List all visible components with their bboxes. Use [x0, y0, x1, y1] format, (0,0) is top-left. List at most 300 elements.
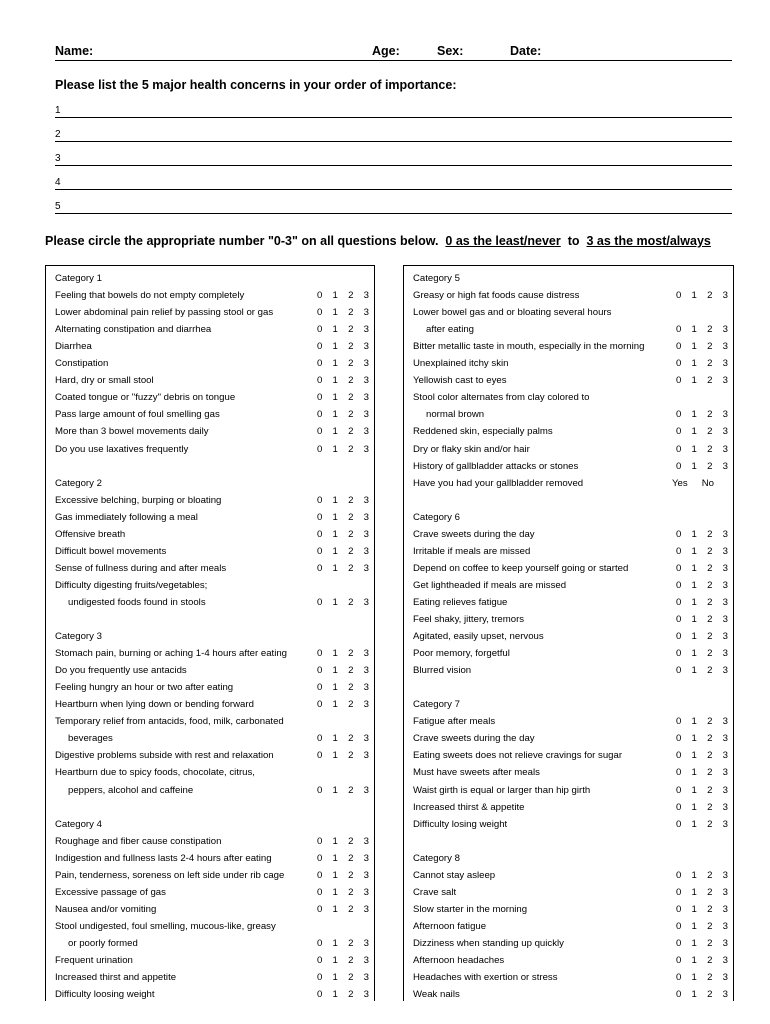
rating-option[interactable]: 2 — [348, 682, 354, 694]
rating-option[interactable]: 1 — [332, 665, 338, 677]
rating-option[interactable]: 2 — [707, 886, 713, 898]
rating-option[interactable]: 1 — [332, 596, 338, 608]
rating-option[interactable]: 2 — [348, 648, 354, 660]
rating-option[interactable]: 1 — [691, 750, 697, 762]
rating-option[interactable]: 1 — [332, 545, 338, 557]
rating-option[interactable]: 3 — [722, 648, 728, 660]
rating-option[interactable]: 3 — [363, 341, 369, 353]
rating-option[interactable]: 3 — [722, 665, 728, 677]
rating-option[interactable]: 2 — [707, 596, 713, 608]
rating-option[interactable]: 0 — [317, 886, 323, 898]
rating-option[interactable]: 3 — [722, 767, 728, 779]
concern-line[interactable] — [55, 100, 732, 118]
rating-option[interactable]: 1 — [691, 426, 697, 438]
rating-option[interactable]: 0 — [676, 358, 682, 370]
rating-option[interactable]: 3 — [722, 562, 728, 574]
rating-option[interactable]: 2 — [707, 631, 713, 643]
rating-option[interactable]: 2 — [348, 324, 354, 336]
rating-option[interactable]: 0 — [317, 699, 323, 711]
rating-option[interactable]: 3 — [722, 545, 728, 557]
rating-option[interactable]: 2 — [348, 307, 354, 319]
rating-option[interactable]: 3 — [722, 528, 728, 540]
rating-option[interactable]: 0 — [317, 869, 323, 881]
rating-option[interactable]: 2 — [707, 545, 713, 557]
rating-option[interactable]: 3 — [363, 511, 369, 523]
rating-option[interactable]: 0 — [676, 955, 682, 966]
rating-option[interactable]: 1 — [691, 614, 697, 625]
rating-option[interactable]: 1 — [332, 852, 338, 864]
rating-option[interactable]: 0 — [676, 409, 682, 421]
rating-option[interactable]: 3 — [363, 989, 369, 1001]
rating-option[interactable]: 0 — [676, 631, 682, 643]
question-text: peppers, alcohol and caffeine — [68, 784, 194, 796]
rating-option[interactable]: 3 — [363, 835, 369, 847]
rating-option[interactable]: 0 — [676, 716, 682, 728]
rating-option[interactable]: 2 — [348, 886, 354, 898]
rating-option[interactable]: 2 — [348, 562, 354, 574]
rating-option[interactable]: 0 — [676, 972, 682, 984]
rating-option[interactable]: 1 — [691, 631, 697, 643]
rating-option[interactable]: 2 — [707, 767, 713, 779]
rating-option[interactable]: 1 — [332, 886, 338, 898]
rating-option[interactable]: 1 — [691, 767, 697, 779]
rating-option[interactable]: 2 — [348, 699, 354, 711]
rating-option[interactable]: 0 — [676, 614, 682, 625]
question-row — [55, 339, 375, 354]
rating-option[interactable]: 3 — [722, 937, 728, 949]
rating-option[interactable]: 3 — [363, 733, 369, 745]
rating-option[interactable]: 0 — [676, 733, 682, 745]
rating-option[interactable]: 2 — [348, 972, 354, 984]
rating-option[interactable]: 2 — [348, 784, 354, 796]
rating-option[interactable]: 3 — [722, 818, 728, 830]
rating-option[interactable]: 3 — [722, 750, 728, 762]
rating-option[interactable]: 0 — [676, 375, 682, 387]
rating-option[interactable]: 3 — [363, 852, 369, 864]
rating-option[interactable]: 1 — [691, 648, 697, 660]
rating-option[interactable]: 3 — [363, 903, 369, 915]
question-text: Pass large amount of foul smelling gas — [55, 409, 220, 421]
rating-option[interactable]: 3 — [363, 426, 369, 438]
question-row — [55, 834, 375, 849]
rating-option[interactable]: 3 — [722, 989, 728, 1001]
rating-option[interactable]: 2 — [348, 955, 354, 966]
rating-option[interactable]: 1 — [332, 682, 338, 694]
rating-option[interactable]: 0 — [317, 511, 323, 523]
rating-option[interactable]: 3 — [722, 716, 728, 728]
rating-option[interactable]: 0 — [317, 972, 323, 984]
rating-option[interactable]: 2 — [348, 443, 354, 455]
rating-option[interactable]: 3 — [363, 699, 369, 711]
rating-option[interactable]: 1 — [332, 307, 338, 319]
rating-option[interactable]: 1 — [691, 989, 697, 1001]
rating-option[interactable]: 3 — [363, 545, 369, 557]
rating-option[interactable]: 2 — [707, 579, 713, 591]
rating-option[interactable]: 0 — [676, 648, 682, 660]
rating-option[interactable]: 1 — [332, 392, 338, 404]
rating-option[interactable]: 3 — [363, 528, 369, 540]
rating-option[interactable]: 0 — [317, 682, 323, 694]
concern-line[interactable] — [55, 148, 732, 166]
rating-option[interactable]: 0 — [676, 920, 682, 932]
rating-option[interactable]: 0 — [676, 937, 682, 949]
rating-option[interactable]: 3 — [722, 886, 728, 898]
rating-option[interactable]: 3 — [722, 460, 728, 472]
rating-option[interactable]: 2 — [707, 972, 713, 984]
rating-option[interactable]: 0 — [317, 665, 323, 677]
rating-option[interactable]: 3 — [363, 784, 369, 796]
rating-option[interactable]: 2 — [707, 358, 713, 370]
rating-option[interactable]: 2 — [348, 835, 354, 847]
rating-option[interactable]: 1 — [332, 750, 338, 762]
concern-line[interactable] — [55, 172, 732, 190]
rating-option[interactable]: 1 — [332, 324, 338, 336]
rating-option[interactable]: 1 — [691, 886, 697, 898]
rating-option[interactable]: 0 — [676, 460, 682, 472]
rating-option[interactable]: 3 — [722, 375, 728, 387]
rating-option[interactable]: 2 — [348, 375, 354, 387]
rating-option[interactable]: 2 — [707, 614, 713, 625]
rating-scale — [317, 851, 369, 866]
rating-option[interactable]: 1 — [332, 989, 338, 1001]
rating-option[interactable]: 2 — [707, 375, 713, 387]
age-label: Age: — [372, 44, 400, 58]
rating-option[interactable]: 0 — [676, 665, 682, 677]
rating-option[interactable]: 0 — [317, 528, 323, 540]
rating-option[interactable]: 0 — [676, 341, 682, 353]
rating-option[interactable]: 0 — [317, 443, 323, 455]
rating-option[interactable]: 0 — [317, 494, 323, 506]
rating-option[interactable]: 2 — [348, 426, 354, 438]
rating-option[interactable]: 2 — [348, 358, 354, 370]
rating-option[interactable]: 1 — [691, 955, 697, 966]
rating-option[interactable]: 3 — [722, 426, 728, 438]
question-row — [55, 288, 375, 303]
rating-option[interactable]: 1 — [691, 562, 697, 574]
rating-option[interactable]: 2 — [707, 937, 713, 949]
question-text: Do you frequently use antacids — [55, 665, 187, 677]
question-row — [413, 663, 733, 678]
rating-option[interactable]: 3 — [363, 750, 369, 762]
rating-option[interactable]: 0 — [317, 545, 323, 557]
rating-option[interactable]: 2 — [707, 341, 713, 353]
rating-option[interactable]: 3 — [722, 341, 728, 353]
rating-option[interactable]: 0 — [317, 784, 323, 796]
rating-option[interactable]: 0 — [676, 818, 682, 830]
rating-option[interactable]: 1 — [691, 665, 697, 677]
rating-option[interactable]: 2 — [348, 341, 354, 353]
question-text: Pain, tenderness, soreness on left side under rib cage — [55, 869, 285, 881]
rating-option[interactable]: 1 — [332, 937, 338, 949]
rating-option[interactable]: 3 — [363, 648, 369, 660]
rating-option[interactable]: 2 — [707, 869, 713, 881]
rating-option[interactable]: 3 — [363, 596, 369, 608]
rating-option[interactable]: 0 — [317, 375, 323, 387]
rating-option[interactable]: 3 — [363, 409, 369, 421]
rating-option[interactable]: 0 — [676, 443, 682, 455]
concern-line[interactable] — [55, 124, 732, 142]
rating-option[interactable]: 1 — [691, 733, 697, 745]
rating-option[interactable]: 3 — [722, 358, 728, 370]
rating-option[interactable]: 2 — [707, 818, 713, 830]
question-text: undigested foods found in stools — [68, 596, 206, 608]
rating-option[interactable]: 3 — [363, 392, 369, 404]
rating-option[interactable]: 3 — [363, 443, 369, 455]
rating-option[interactable]: 3 — [363, 290, 369, 302]
rating-option[interactable]: 1 — [332, 903, 338, 915]
rating-option[interactable]: 1 — [332, 409, 338, 421]
question-text: Dry or flaky skin and/or hair — [413, 443, 530, 455]
rating-option[interactable]: 0 — [676, 426, 682, 438]
rating-option[interactable]: 3 — [722, 596, 728, 608]
rating-option[interactable]: 2 — [348, 750, 354, 762]
rating-option[interactable]: 2 — [348, 937, 354, 949]
rating-option[interactable]: 0 — [317, 733, 323, 745]
rating-option[interactable]: 1 — [691, 375, 697, 387]
rating-option[interactable]: 0 — [676, 784, 682, 796]
rating-option[interactable]: 2 — [348, 528, 354, 540]
question-text: Coated tongue or "fuzzy" debris on tongue — [55, 392, 236, 404]
rating-option[interactable]: 3 — [722, 631, 728, 643]
question-text: Bitter metallic taste in mouth, especially in the morning — [413, 341, 645, 353]
rating-option[interactable]: 1 — [332, 835, 338, 847]
rating-option[interactable]: 0 — [317, 835, 323, 847]
rating-option[interactable]: 1 — [691, 937, 697, 949]
question-text: Difficult bowel movements — [55, 545, 167, 557]
rating-option[interactable]: 0 — [676, 767, 682, 779]
rating-option[interactable]: 3 — [722, 784, 728, 796]
rating-option[interactable]: 2 — [707, 528, 713, 540]
rating-option[interactable]: 0 — [676, 801, 682, 813]
rating-option[interactable]: 1 — [332, 784, 338, 796]
concern-line[interactable] — [55, 196, 732, 214]
rating-option[interactable]: 1 — [691, 460, 697, 472]
rating-option[interactable]: 0 — [676, 596, 682, 608]
rating-option[interactable]: 3 — [363, 307, 369, 319]
rating-option[interactable]: 3 — [722, 443, 728, 455]
rating-option[interactable]: 0 — [317, 324, 323, 336]
rating-option[interactable]: 1 — [691, 324, 697, 336]
rating-option[interactable]: 0 — [676, 528, 682, 540]
rating-option[interactable]: 3 — [722, 409, 728, 421]
rating-option[interactable]: 3 — [722, 579, 728, 591]
rating-option[interactable]: 2 — [707, 920, 713, 932]
rating-option[interactable]: 1 — [332, 358, 338, 370]
rating-option[interactable]: 2 — [707, 665, 713, 677]
rating-option[interactable]: 0 — [317, 955, 323, 966]
no-option[interactable]: No — [701, 477, 714, 489]
rating-option[interactable]: 1 — [691, 290, 697, 302]
rating-option[interactable]: 3 — [363, 665, 369, 677]
rating-scale — [317, 544, 369, 559]
rating-option[interactable]: 3 — [363, 562, 369, 574]
rating-option[interactable]: 3 — [363, 358, 369, 370]
rating-option[interactable]: 1 — [332, 869, 338, 881]
question-row — [55, 748, 375, 763]
rating-option[interactable]: 1 — [332, 511, 338, 523]
question-text: Crave salt — [413, 886, 457, 898]
rating-option[interactable]: 0 — [676, 886, 682, 898]
rating-scale — [317, 424, 369, 439]
rating-option[interactable]: 0 — [676, 869, 682, 881]
rating-scale — [317, 783, 369, 798]
rating-option[interactable]: 1 — [332, 290, 338, 302]
rating-option[interactable]: 2 — [348, 665, 354, 677]
rating-scale — [676, 902, 728, 917]
question-row — [413, 748, 733, 763]
rating-option[interactable]: 1 — [691, 341, 697, 353]
rating-option[interactable]: 1 — [691, 716, 697, 728]
rating-option[interactable]: 0 — [317, 989, 323, 1001]
rating-option[interactable]: 0 — [317, 290, 323, 302]
rating-option[interactable]: 0 — [317, 937, 323, 949]
rating-option[interactable]: 2 — [348, 545, 354, 557]
rating-option[interactable]: 3 — [722, 920, 728, 932]
rating-option[interactable]: 1 — [691, 920, 697, 932]
rating-option[interactable]: 2 — [707, 443, 713, 455]
rating-option[interactable]: 2 — [707, 784, 713, 796]
rating-option[interactable]: 3 — [722, 324, 728, 336]
question-text: Increased thirst and appetite — [55, 972, 177, 984]
rating-option[interactable]: 1 — [691, 545, 697, 557]
rating-option[interactable]: 1 — [332, 648, 338, 660]
rating-option[interactable]: 1 — [691, 443, 697, 455]
rating-option[interactable]: 0 — [676, 903, 682, 915]
rating-option[interactable]: 1 — [691, 972, 697, 984]
rating-option[interactable]: 3 — [722, 290, 728, 302]
rating-option[interactable]: 0 — [317, 596, 323, 608]
rating-option[interactable]: 2 — [707, 409, 713, 421]
yes-option[interactable]: Yes — [672, 477, 688, 489]
rating-option[interactable]: 2 — [348, 511, 354, 523]
rating-option[interactable]: 0 — [317, 648, 323, 660]
question-text: Alternating constipation and diarrhea — [55, 324, 212, 336]
rating-option[interactable]: 0 — [676, 989, 682, 1001]
rating-option[interactable]: 1 — [332, 494, 338, 506]
rating-option[interactable]: 1 — [332, 528, 338, 540]
rating-option[interactable]: 1 — [332, 562, 338, 574]
rating-option[interactable]: 2 — [348, 409, 354, 421]
question-row — [55, 953, 375, 968]
rating-option[interactable]: 1 — [691, 579, 697, 591]
rating-option[interactable]: 2 — [707, 733, 713, 745]
rating-option[interactable]: 2 — [707, 955, 713, 966]
rating-option[interactable]: 0 — [676, 324, 682, 336]
rating-option[interactable]: 1 — [691, 869, 697, 881]
rating-option[interactable]: 3 — [722, 801, 728, 813]
rating-option[interactable]: 2 — [348, 869, 354, 881]
rating-option[interactable]: 1 — [691, 784, 697, 796]
rating-option[interactable]: 0 — [317, 341, 323, 353]
rating-option[interactable]: 1 — [332, 699, 338, 711]
question-text: Dizziness when standing up quickly — [413, 937, 564, 949]
rating-option[interactable]: 1 — [332, 341, 338, 353]
rating-scale — [317, 731, 369, 746]
rating-option[interactable]: 1 — [332, 426, 338, 438]
rating-option[interactable]: 3 — [363, 494, 369, 506]
rating-option[interactable]: 3 — [363, 886, 369, 898]
rating-scale — [676, 748, 728, 763]
rating-option[interactable]: 0 — [676, 545, 682, 557]
rating-option[interactable]: 3 — [363, 937, 369, 949]
rating-option[interactable]: 3 — [722, 955, 728, 966]
rating-option[interactable]: 1 — [691, 358, 697, 370]
rating-option[interactable]: 3 — [363, 972, 369, 984]
rating-option[interactable]: 0 — [317, 852, 323, 864]
rating-option[interactable]: 2 — [348, 290, 354, 302]
question-row — [55, 987, 375, 1002]
rating-option[interactable]: 2 — [707, 324, 713, 336]
rating-option[interactable]: 0 — [317, 409, 323, 421]
rating-option[interactable]: 0 — [676, 579, 682, 591]
rating-option[interactable]: 0 — [317, 903, 323, 915]
rating-scale — [676, 885, 728, 900]
rating-option[interactable]: 2 — [707, 290, 713, 302]
rating-option[interactable]: 2 — [348, 903, 354, 915]
category-heading — [413, 851, 733, 866]
rating-option[interactable]: 2 — [707, 801, 713, 813]
rating-option[interactable]: 3 — [722, 733, 728, 745]
rating-option[interactable]: 1 — [332, 972, 338, 984]
rating-option[interactable]: 1 — [691, 596, 697, 608]
rating-option[interactable]: 2 — [707, 750, 713, 762]
rating-option[interactable]: 3 — [363, 869, 369, 881]
rating-option[interactable]: 2 — [348, 596, 354, 608]
rating-option[interactable]: 2 — [707, 989, 713, 1001]
rating-option[interactable]: 2 — [707, 648, 713, 660]
rating-option[interactable]: 2 — [707, 903, 713, 915]
rating-option[interactable]: 3 — [722, 972, 728, 984]
rating-option[interactable]: 3 — [363, 324, 369, 336]
rating-option[interactable]: 0 — [317, 426, 323, 438]
rating-option[interactable]: 1 — [691, 528, 697, 540]
rating-option[interactable]: 1 — [332, 443, 338, 455]
rating-scale — [676, 288, 728, 303]
rating-option[interactable]: 0 — [676, 290, 682, 302]
rating-option[interactable]: 2 — [348, 989, 354, 1001]
rating-option[interactable]: 2 — [348, 392, 354, 404]
rating-option[interactable]: 0 — [317, 392, 323, 404]
rating-option[interactable]: 3 — [363, 955, 369, 966]
rating-option[interactable]: 2 — [348, 733, 354, 745]
rating-option[interactable]: 2 — [348, 852, 354, 864]
rating-option[interactable]: 1 — [332, 955, 338, 966]
rating-option[interactable]: 1 — [691, 801, 697, 813]
rating-option[interactable]: 1 — [691, 818, 697, 830]
rating-option[interactable]: 2 — [707, 426, 713, 438]
rating-option[interactable]: 3 — [722, 903, 728, 915]
rating-option[interactable]: 1 — [691, 903, 697, 915]
rating-option[interactable]: 2 — [707, 716, 713, 728]
rating-option[interactable]: 0 — [676, 562, 682, 574]
rating-option[interactable]: 0 — [317, 750, 323, 762]
question-text: Lower bowel gas and or bloating several hours — [413, 307, 612, 319]
rating-option[interactable]: 1 — [332, 375, 338, 387]
rating-option[interactable]: 0 — [676, 750, 682, 762]
rating-option[interactable]: 3 — [363, 375, 369, 387]
rating-option[interactable]: 3 — [363, 682, 369, 694]
rating-option[interactable]: 2 — [707, 460, 713, 472]
rating-option[interactable]: 1 — [691, 409, 697, 421]
rating-option[interactable]: 0 — [317, 358, 323, 370]
rating-option[interactable]: 2 — [348, 494, 354, 506]
rating-option[interactable]: 0 — [317, 307, 323, 319]
rating-option[interactable]: 3 — [722, 869, 728, 881]
rating-option[interactable]: 2 — [707, 562, 713, 574]
rating-option[interactable]: 3 — [722, 614, 728, 625]
rating-option[interactable]: 1 — [332, 733, 338, 745]
rating-option[interactable]: 0 — [317, 562, 323, 574]
